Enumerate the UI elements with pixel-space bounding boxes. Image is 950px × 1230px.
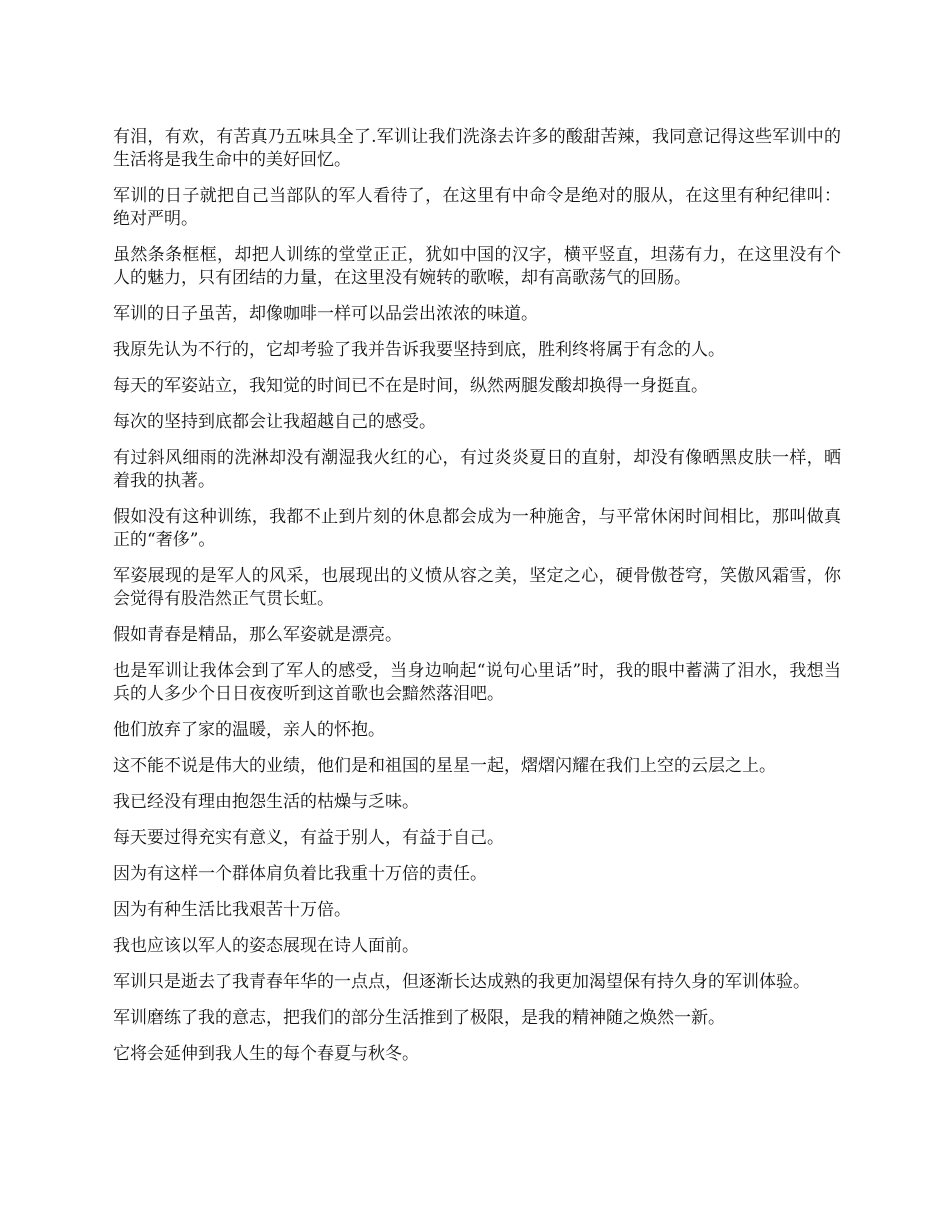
paragraph-3: 虽然条条框框，却把人训练的堂堂正正，犹如中国的汉字，横平竖直，坦荡有力，在这里没有个人的魅力，只有团结的力量，在这里没有婉转的歌喉，却有高歌荡气的回肠。: [113, 245, 841, 288]
paragraph-14: 这不能不说是伟大的业绩，他们是和祖国的星星一起，熠熠闪耀在我们上空的云层之上。: [113, 756, 776, 776]
paragraph-8: 有过斜风细雨的洗淋却没有潮湿我火红的心，有过炎炎夏日的直射，却没有像晒黑皮肤一样，晒着我的执著。: [113, 448, 841, 491]
paragraph-7: 每次的坚持到底都会让我超越自己的感受。: [113, 412, 436, 432]
paragraph-17: 因为有这样一个群体肩负着比我重十万倍的责任。: [113, 864, 487, 884]
document-body: [113, 126, 841, 1079]
paragraph-9: 假如没有这种训练，我都不止到片刻的休息都会成为一种施舍，与平常休闲时间相比，那叫做真正的“奢侈”。: [113, 507, 841, 550]
paragraph-22: 它将会延伸到我人生的每个春夏与秋冬。: [113, 1044, 419, 1064]
paragraph-15: 我已经没有理由抱怨生活的枯燥与乏味。: [113, 792, 419, 812]
paragraph-11: 假如青春是精品，那么军姿就是漂亮。: [113, 625, 402, 645]
paragraph-2: 军训的日子就把自己当部队的军人看待了，在这里有中命令是绝对的服从，在这里有种纪律叫：绝对严明。: [113, 186, 841, 229]
paragraph-6: 每天的军姿站立，我知觉的时间已不在是时间，纵然两腿发酸却换得一身挺直。: [113, 376, 708, 396]
paragraph-13: 他们放弃了家的温暖，亲人的怀抱。: [113, 720, 385, 740]
paragraph-4: 军训的日子虽苦，却像咖啡一样可以品尝出浓浓的味道。: [113, 304, 538, 324]
paragraph-20: 军训只是逝去了我青春年华的一点点，但逐渐长达成熟的我更加渴望保有持久身的军训体验。: [113, 972, 810, 992]
paragraph-1: 有泪，有欢，有苦真乃五味具全了.军训让我们洗涤去许多的酸甜苦辣，我同意记得这些军训中的生活将是我生命中的美好回忆。: [113, 127, 841, 170]
paragraph-19: 我也应该以军人的姿态展现在诗人面前。: [113, 936, 419, 956]
paragraph-5: 我原先认为不行的，它却考验了我并告诉我要坚持到底，胜利终将属于有念的人。: [113, 340, 725, 360]
paragraph-10: 军姿展现的是军人的风采，也展现出的义愤从容之美，坚定之心，硬骨傲苍穹，笑傲风霜雪，你会觉得有股浩然正气贯长虹。: [113, 566, 841, 609]
paragraph-21: 军训磨练了我的意志，把我们的部分生活推到了极限，是我的精神随之焕然一新。: [113, 1008, 725, 1028]
paragraph-18: 因为有种生活比我艰苦十万倍。: [113, 900, 351, 920]
paragraph-12: 也是军训让我体会到了军人的感受，当身边响起“说句心里话”时，我的眼中蓄满了泪水，我想当兵的人多少个日日夜夜听到这首歌也会黯然落泪吧。: [113, 661, 841, 704]
paragraph-16: 每天要过得充实有意义，有益于别人，有益于自己。: [113, 828, 504, 848]
